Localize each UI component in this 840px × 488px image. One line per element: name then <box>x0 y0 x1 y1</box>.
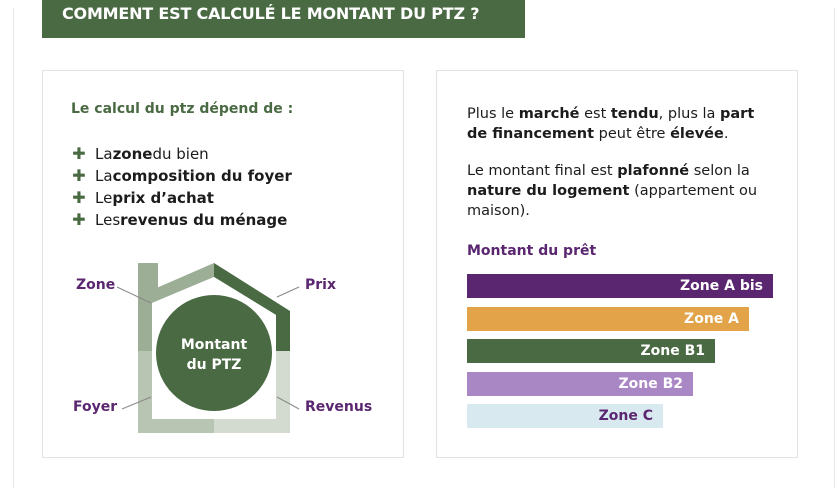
criteria-heading: Le calcul du ptz dépend de : <box>71 101 294 117</box>
criteria-item: ✚ Le prix d’achat <box>72 188 214 207</box>
page-title: COMMENT EST CALCULÉ LE MONTANT DU PTZ ? <box>42 0 525 38</box>
plus-icon: ✚ <box>72 210 86 229</box>
calculation-card <box>42 70 404 458</box>
plus-icon: ✚ <box>72 144 86 163</box>
bar-zone-c: Zone C <box>467 404 663 428</box>
diagram-label-zone: Zone <box>76 277 116 293</box>
diagram-label-foyer: Foyer <box>73 399 118 415</box>
house-center-line1: Montant <box>180 337 248 353</box>
bar-zone-b2: Zone B2 <box>467 372 693 396</box>
criteria-item: ✚ Les revenus du ménage <box>72 210 288 229</box>
bar-zone-a-bis: Zone A bis <box>467 274 773 298</box>
bar-zone-a: Zone A <box>467 307 749 331</box>
criteria-item: ✚ La zone du bien <box>72 144 209 163</box>
chart-title: Montant du prêt <box>467 243 597 259</box>
amount-card <box>436 70 798 458</box>
criteria-item: ✚ La composition du foyer <box>72 166 292 185</box>
bar-zone-b1: Zone B1 <box>467 339 715 363</box>
diagram-label-revenus: Revenus <box>305 399 373 415</box>
cap-paragraph: Le montant final est plafonné selon la nature du logement (appartement ou maison). <box>467 163 758 219</box>
plus-icon: ✚ <box>72 188 86 207</box>
plus-icon: ✚ <box>72 166 86 185</box>
diagram-label-prix: Prix <box>305 277 336 293</box>
market-paragraph: Plus le marché est tendu, plus la part de financement peut être élevée. <box>467 106 755 142</box>
house-center-line2: du PTZ <box>186 357 242 373</box>
